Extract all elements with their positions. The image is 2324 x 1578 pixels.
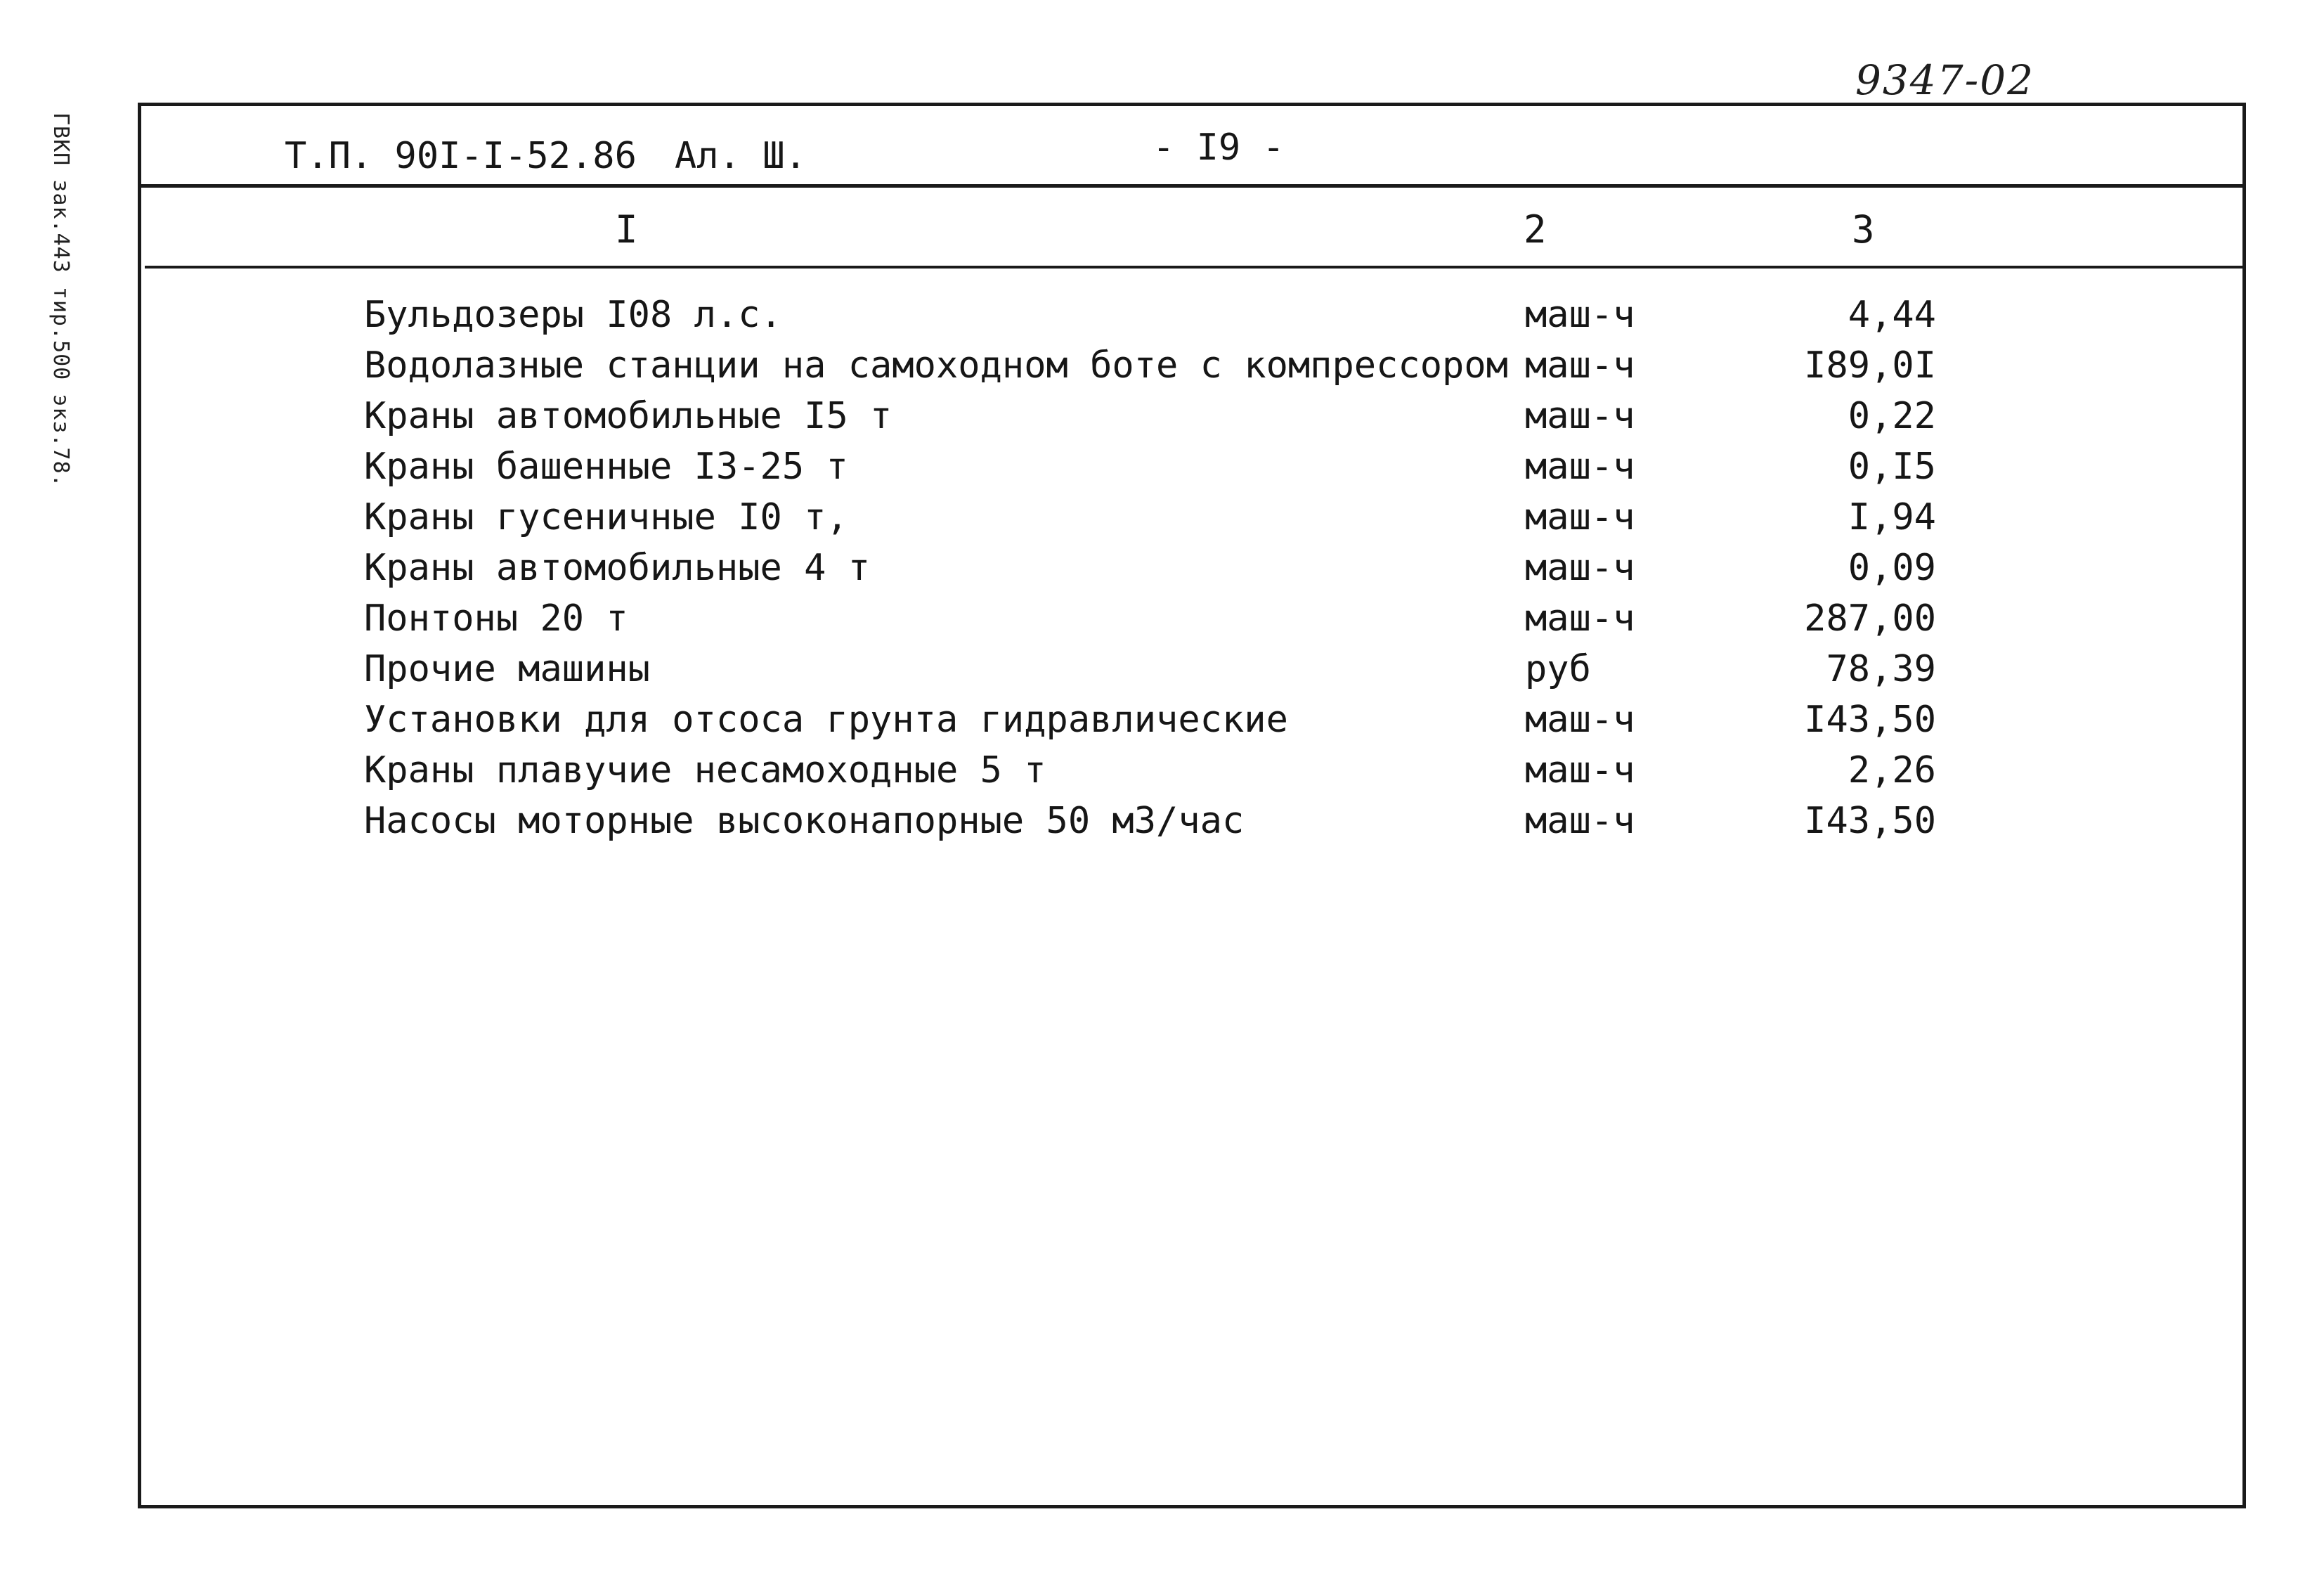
document-stamp-number: 9347-02 (1855, 56, 2035, 104)
machine-unit: маш-ч (1525, 395, 1635, 437)
page-number: - I9 - (1153, 127, 1285, 169)
machine-name: Прочие машины (364, 648, 650, 690)
machine-unit: маш-ч (1525, 749, 1635, 791)
machine-name: Установки для отсоса грунта гидравлические (364, 699, 1288, 741)
column-header-divider (145, 266, 2246, 269)
column-header-value: 3 (1852, 207, 1875, 252)
machine-name: Краны гусеничные I0 т, (364, 496, 848, 538)
machine-value: 4,44 (1848, 294, 1936, 336)
machine-value: I,94 (1848, 496, 1936, 538)
machine-name: Краны плавучие несамоходные 5 т (364, 749, 1046, 791)
machine-value: 0,22 (1848, 395, 1936, 437)
machine-value: I43,50 (1804, 699, 1936, 741)
machine-value: 0,09 (1848, 547, 1936, 589)
machine-unit: маш-ч (1525, 699, 1635, 741)
machine-name: Краны автомобильные 4 т (364, 547, 871, 589)
machine-name: Водолазные станции на самоходном боте с компрессором (364, 344, 1508, 387)
machine-value: I89,0I (1804, 344, 1936, 387)
machine-value: 0,I5 (1848, 446, 1936, 488)
header-divider (138, 184, 2246, 188)
column-header-name: I (615, 207, 638, 252)
machine-value: 2,26 (1848, 749, 1936, 791)
project-code: Т.П. 90I-I-52.86 (285, 135, 637, 177)
machine-value: I43,50 (1804, 800, 1936, 842)
machine-unit: маш-ч (1525, 597, 1635, 640)
machine-value: 287,00 (1804, 597, 1936, 640)
machine-value: 78,39 (1826, 648, 1936, 690)
machine-unit: маш-ч (1525, 344, 1635, 387)
machine-unit: маш-ч (1525, 446, 1635, 488)
machine-unit: маш-ч (1525, 547, 1635, 589)
machine-name: Краны башенные I3-25 т (364, 446, 848, 488)
machine-name: Понтоны 20 т (364, 597, 628, 640)
machine-name: Насосы моторные высоконапорные 50 м3/час (364, 800, 1245, 842)
column-header-unit: 2 (1524, 207, 1547, 252)
album-number: Ал. Ш. (675, 135, 807, 177)
side-print-stamp: ГВКП зак.443 тир.500 экз.78. (48, 112, 73, 488)
machine-name: Бульдозеры I08 л.с. (364, 294, 782, 336)
machine-name: Краны автомобильные I5 т (364, 395, 892, 437)
machine-unit: маш-ч (1525, 294, 1635, 336)
machine-unit: руб (1525, 648, 1591, 690)
machine-unit: маш-ч (1525, 800, 1635, 842)
machine-unit: маш-ч (1525, 496, 1635, 538)
